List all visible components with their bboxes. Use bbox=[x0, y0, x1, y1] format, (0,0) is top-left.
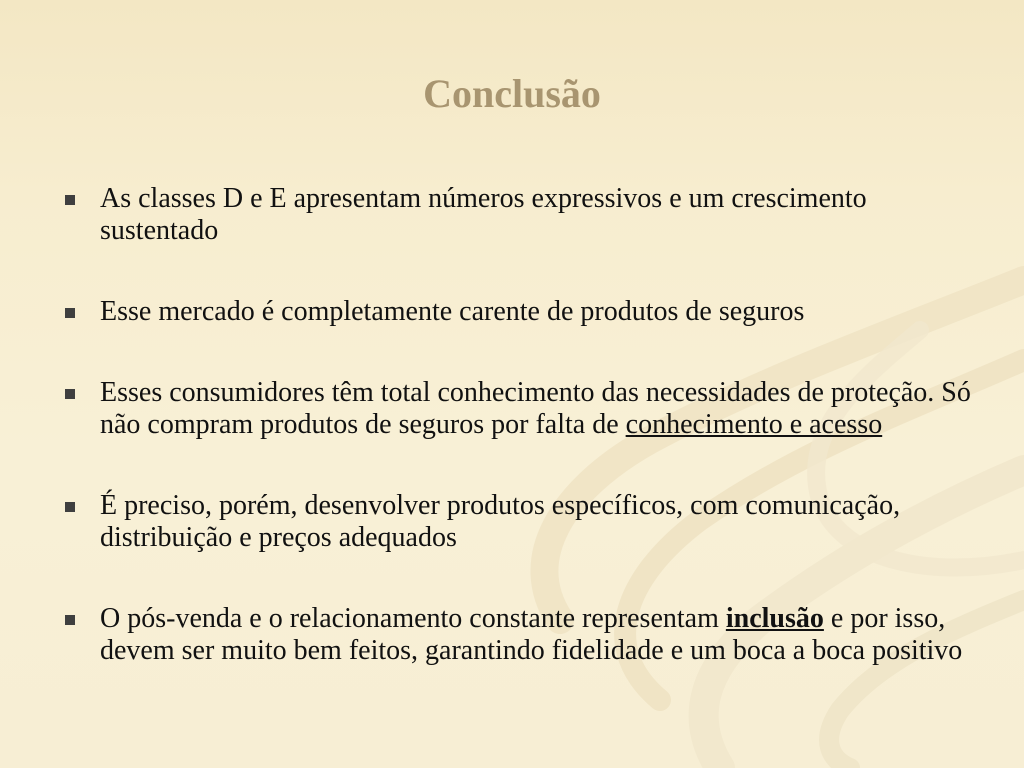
square-bullet-icon bbox=[65, 195, 75, 205]
bullet-text-continued: e por isso, devem ser muito bem feitos, garantindo fidelidade e um boca a boca positivo bbox=[100, 603, 963, 666]
bullet-text: É preciso, porém, desenvolver produtos específicos, com comunicação, distribuição e preços adequados bbox=[100, 490, 901, 553]
square-bullet-icon bbox=[65, 615, 75, 625]
underlined-phrase: conhecimento e acesso bbox=[625, 409, 883, 440]
bullet-item bbox=[60, 183, 980, 247]
bullet-text: Esses consumidores têm total conhecimento das necessidades de proteção. Só não compram produtos de seguros por falta de bbox=[100, 377, 971, 440]
bullet-text: As classes D e E apresentam números expressivos e um crescimento sustentado bbox=[100, 183, 867, 246]
bullet-list bbox=[60, 183, 980, 716]
bullet-text: Esse mercado é completamente carente de produtos de seguros bbox=[100, 296, 805, 327]
square-bullet-icon bbox=[65, 308, 75, 318]
slide-title: Conclusão bbox=[423, 71, 601, 116]
bullet-item bbox=[60, 377, 980, 441]
bullet-text: O pós-venda e o relacionamento constante representam bbox=[100, 603, 726, 634]
bullet-item bbox=[60, 296, 980, 328]
square-bullet-icon bbox=[65, 502, 75, 512]
square-bullet-icon bbox=[65, 389, 75, 399]
bullet-item bbox=[60, 490, 980, 554]
bullet-item bbox=[60, 603, 980, 667]
emphasized-word: inclusão bbox=[725, 603, 824, 634]
